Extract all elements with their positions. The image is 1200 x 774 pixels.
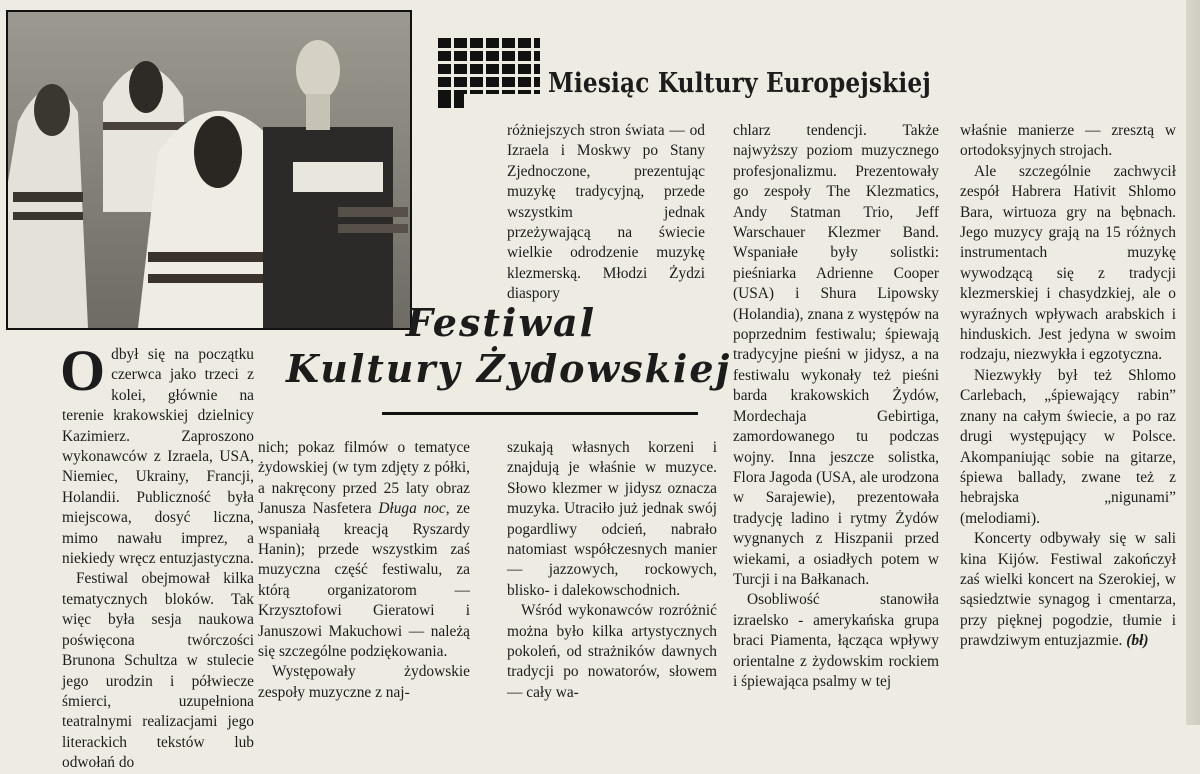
checkered-grid-logo-icon xyxy=(438,38,540,108)
headline-line-2: Kultury Żydowskiej xyxy=(286,346,732,391)
paragraph: właśnie manierze — zresztą w ortodoksyjnych strojach. xyxy=(960,122,1176,160)
page-edge xyxy=(1186,0,1200,725)
column-2 xyxy=(258,438,470,703)
column-6 xyxy=(960,121,1176,652)
article-headline xyxy=(286,300,732,392)
paragraph: chlarz tendencji. Także najwyższy poziom muzycznego profesjonalizmu. Prezentowały go zespoły The Klezmatics, Andy Statman Trio, Jeff Warschauer Klezmer Band. Wspaniałe były solistki: pieśniarka Adrienne Cooper (USA) i Shura Lipowsky (Holandia), znana z występów na poprzednim festiwalu; śpiewają tradycyjne pieśni w jidysz, a na festiwalu wykonały też pieśni barda krakowskich Żydów, Mordechaja Gebirtiga, zamordowanego tu podczas wojny. Inna jeszcze solistka, Flora Jagoda (USA, ale urodzona w Sarajewie), prezentowała tradycję ladino i rytmy Żydów wygnanych z Hiszpanii przed wiekami, a osiadłych potem w Turcji i na Bałkanach. xyxy=(733,122,939,588)
headline-line-1: Festiwal xyxy=(405,300,597,345)
paragraph-text: , ze wspaniałą kreacją Ryszardy Hanin); przede wszystkim zaś muzyczna część festiwalu, za którą organizatorom — Krzysztofowi Gieratowi i Januszowi Makuchowi — należą się szczególne podziękowania. xyxy=(258,500,471,661)
column-1 xyxy=(60,338,254,774)
paragraph-text: nich; pokaz filmów o tematyce żydowskiej (w tym zdjęty z półki, a nakręcony przed 25 laty obraz Janusza Nasfetera xyxy=(258,439,470,518)
column-3 xyxy=(507,121,705,305)
paragraph xyxy=(60,338,254,569)
column-5 xyxy=(733,121,939,692)
section-title: Miesiąc Kultury Europejskiej xyxy=(548,68,931,99)
paragraph: Festiwal obejmował kilka tematycznych bloków. Tak więc była sesja naukowa poświęcona twórczości Brunona Schultza w stulecie jego urodzin i półwiecze śmierci, uzupełniona teatralnymi realizacjami jego literackich tekstów lub odwołań do xyxy=(62,570,254,772)
film-title: Długa noc xyxy=(378,500,446,518)
paragraph: Występowały żydowskie zespoły muzyczne z naj- xyxy=(258,663,470,701)
paragraph xyxy=(960,529,1176,651)
paragraph: Niezwykły był też Shlomo Carlebach, „śpiewający rabin” znany na całym świecie, a po raz drugi występujący w Polsce. Akompaniując sobie na gitarze, śpiewa ballady, zwane też z hebrajska „nigunami” (melodiami). xyxy=(960,366,1176,527)
paragraph: różniejszych stron świata — od Izraela i Moskwy po Stany Zjednoczone, prezentując muzykę tradycyjną, przede wszystkim jednak przeżywającą na świecie wielkie odrodzenie muzykę klezmerską. Młodzi Żydzi diaspory xyxy=(507,122,705,303)
paragraph-text: dbył się na początku czerwca jako trzeci z kolei, głównie na terenie krakowskiej dzielnicy Kazimierz. Zaproszono wykonawców z Izraela, USA, Niemiec, Ukrainy, Francji, Holandii. Publiczność była miejscowa, dosyć liczna, mimo nawału imprez, a niekiedy wręcz entuzjastyczna. xyxy=(62,346,254,568)
photo-musicians-icon xyxy=(8,12,410,328)
paragraph: szukają własnych korzeni i znajdują je właśnie w muzyce. Słowo klezmer w jidysz oznacza muzyka. Utraciło już jednak swój pogardliwy odcień, nabrało natomiast współczesnych manier — jazzowych, rockowych, blisko- i dalekowschodnich. xyxy=(507,439,717,599)
paragraph: Osobliwość stanowiła izraelsko - amerykańska grupa braci Piamenta, łącząca wpływy orientalne z żydowskim rockiem i śpiewająca psalmy w tej xyxy=(733,591,939,690)
paragraph xyxy=(258,438,470,662)
article-photo xyxy=(6,10,412,330)
paragraph: Wśród wykonawców rozróżnić można było kilka artystycznych pokoleń, od strażników dawnych tradycji po nowatorów, słowem — cały wa- xyxy=(507,602,717,701)
paragraph: Ale szczególnie zachwycił zespół Habrera Hativit Shlomo Bara, wirtuoza gry na bębnach. Jego muzycy grają na 15 różnych instrumentach muzykę wywodzącą się z tradycji klezmerskiej i chasydzkiej, ale o wyraźnych wpływach arabskich i hinduskich. Jest jedyna w swoim rodzaju, niezwykła i egzotyczna. xyxy=(960,162,1176,364)
column-4 xyxy=(507,438,717,703)
paragraph-text: Koncerty odbywały się w sali kina Kijów. Festiwal zakończył zaś wielki koncert na Szerokiej, w sąsiedztwie synagog i cmentarza, przy pięknej pogodzie, tłumie i prawdziwym entuzjazmie. xyxy=(960,530,1176,650)
headline-divider xyxy=(382,412,698,415)
author-signature: (bł) xyxy=(1126,632,1149,650)
drop-cap: O xyxy=(60,338,106,403)
